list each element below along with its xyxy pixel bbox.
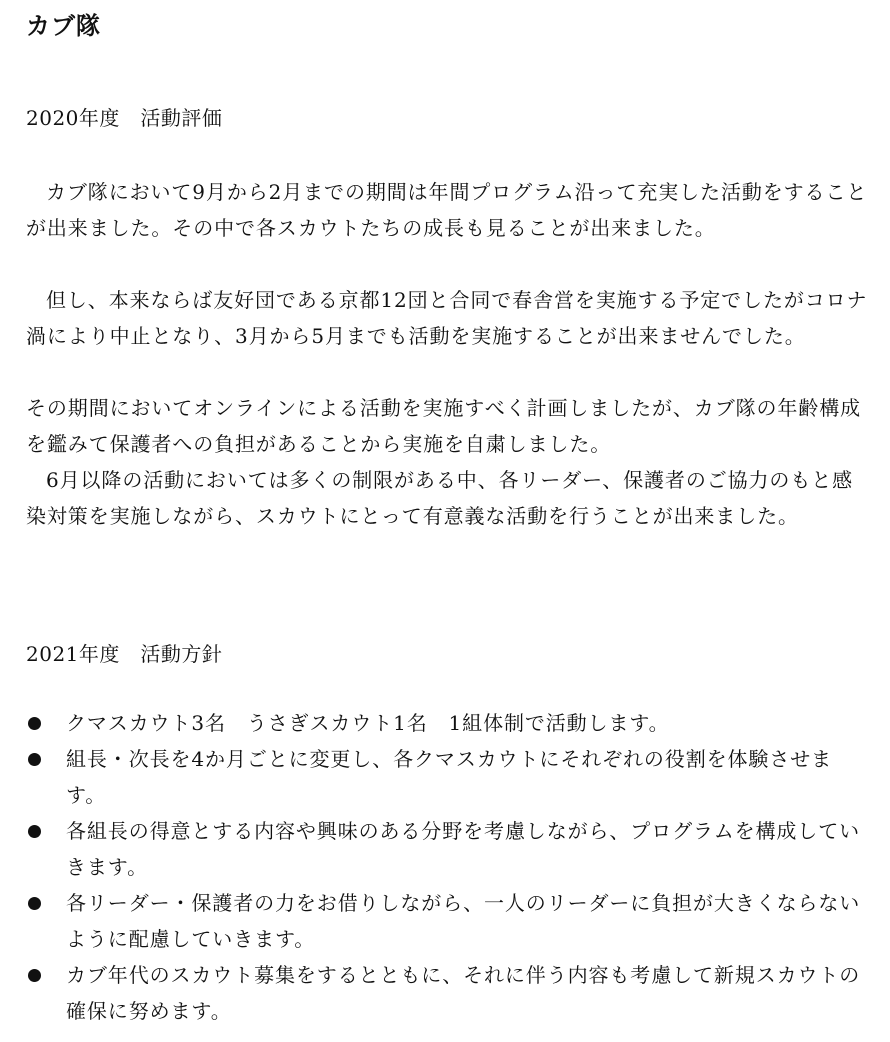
policy-item [26,885,872,957]
policy-item [26,813,872,885]
section-heading-evaluation: 2020年度 活動評価 [26,106,223,130]
policy-item-text: 各リーダー・保護者の力をお借りしながら、一人のリーダーに負担が大きくならないように配慮していきます。 [66,891,861,951]
bullet-icon [28,717,41,730]
bullet-icon [28,825,41,838]
bullet-icon [28,897,41,910]
policy-item [26,957,872,1029]
bullet-icon [28,969,41,982]
policy-item-text: カブ年代のスカウト募集をするとともに、それに伴う内容も考慮して新規スカウトの確保に努めます。 [66,963,861,1023]
policy-item [26,705,872,741]
policy-item-text: 各組長の得意とする内容や興味のある分野を考慮しながら、プログラムを構成していきます。 [66,819,860,879]
evaluation-paragraph-4: 6月以降の活動においては多くの制限がある中、各リーダー、保護者のご協力のもと感染対策を実施しながら、スカウトにとって有意義な活動を行うことが出来ました。 [26,468,854,528]
evaluation-paragraph-1: カブ隊において9月から2月までの期間は年間プログラム沿って充実した活動をすることが出来ました。その中で各スカウトたちの成長も見ることが出来ました。 [26,180,868,240]
policy-list [26,705,872,1029]
evaluation-paragraph-3: その期間においてオンラインによる活動を実施すべく計画しましたが、カブ隊の年齢構成を鑑みて保護者への負担があることから実施を自粛しました。 [26,396,861,456]
evaluation-paragraph-2: 但し、本来ならば友好団である京都12団と合同で春舎営を実施する予定でしたがコロナ渦により中止となり、3月から5月までも活動を実施することが出来ませんでした。 [26,288,868,348]
page-title: カブ隊 [26,12,101,40]
section-heading-policy: 2021年度 活動方針 [26,642,223,666]
policy-item [26,741,872,813]
bullet-icon [28,753,41,766]
policy-item-text: クマスカウト3名 うさぎスカウト1名 1組体制で活動します。 [66,711,670,735]
policy-item-text: 組長・次長を4か月ごとに変更し、各クマスカウトにそれぞれの役割を体験させます。 [66,747,833,807]
